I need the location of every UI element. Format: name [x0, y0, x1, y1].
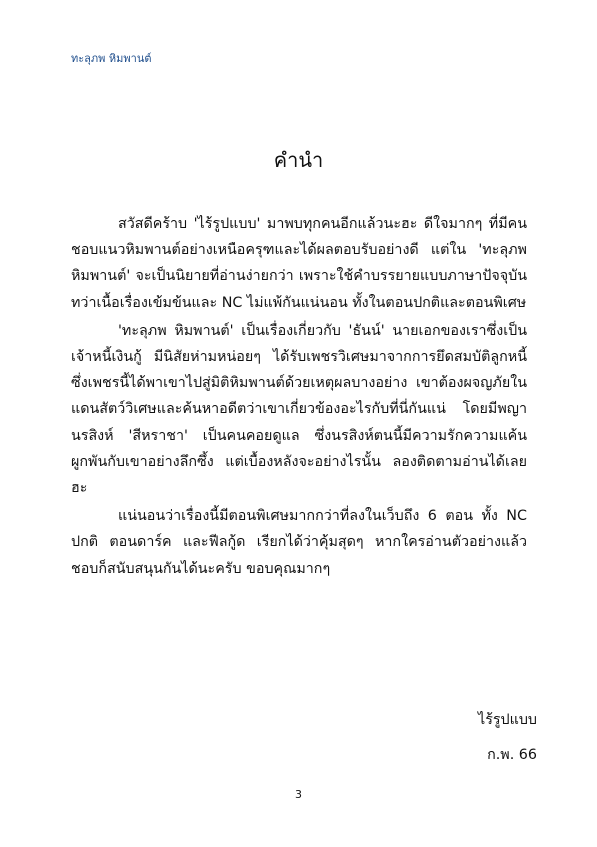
- page-number: 3: [295, 788, 302, 801]
- author-name: ไร้รูปแบบ: [478, 712, 537, 728]
- running-header: ทะลุภพ หิมพานต์: [71, 52, 152, 65]
- paragraph-intro: สวัสดีคร้าบ 'ไร้รูปแบบ' มาพบทุกคนอีกแล้วนะฮะ ดีใจมากๆ ที่มีคนชอบแนวหิมพานต์อย่างเหนือครุฑและได้ผลตอบรับอย่างดี แต่ใน 'ทะลุภพหิมพานต์' จะเป็นนิยายที่อ่านง่ายกว่า เพราะใช้คำบรรยายแบบภาษาปัจจุบัน ทว่าเนื้อเรื่องเข้มข้นและ NC ไม่แพ้กันแน่นอน ทั้งในตอนปกติและตอนพิเศษ: [71, 216, 527, 311]
- page-title: คำนำ: [273, 148, 324, 172]
- paragraph-closing: แน่นอนว่าเรื่องนี้มีตอนพิเศษมากกว่าที่ลงในเว็บถึง 6 ตอน ทั้ง NC ปกติ ตอนดาร์ค และฟีลกู้ด เรียกได้ว่าคุ้มสุดๆ หากใครอ่านตัวอย่างแล้วชอบก็สนับสนุนกันได้นะครับ ขอบคุณมากๆ: [71, 508, 527, 577]
- signature-block: [478, 703, 537, 773]
- signature-date: ก.พ. 66: [487, 747, 537, 763]
- paragraph-synopsis: 'ทะลุภพ หิมพานต์' เป็นเรื่องเกี่ยวกับ 'ธันน์' นายเอกของเราซึ่งเป็นเจ้าหนี้เงินกู้ มีนิสัยห่ามหน่อยๆ ได้รับเพชรวิเศษมาจากการยึดสมบัติลูกหนี้ ซึ่งเพชรนี้ได้พาเขาไปสู่มิติหิมพานต์ด้วยเหตุผลบางอย่าง เขาต้องผจญภัยในแดนสัตว์วิเศษและค้นหาอดีตว่าเขาเกี่ยวข้องอะไรกับที่นี่กันแน่ โดยมีพญานรสิงห์ 'สีหราชา' เป็นคนคอยดูแล ซึ่งนรสิงห์ตนนี้มีความรักความแค้นผูกพันกับเขาอย่างลึกซึ้ง แต่เบื้องหลังจะอย่างไรนั้น ลองติดตามอ่านได้เลยฮะ: [71, 322, 527, 497]
- preface-body: [71, 211, 527, 582]
